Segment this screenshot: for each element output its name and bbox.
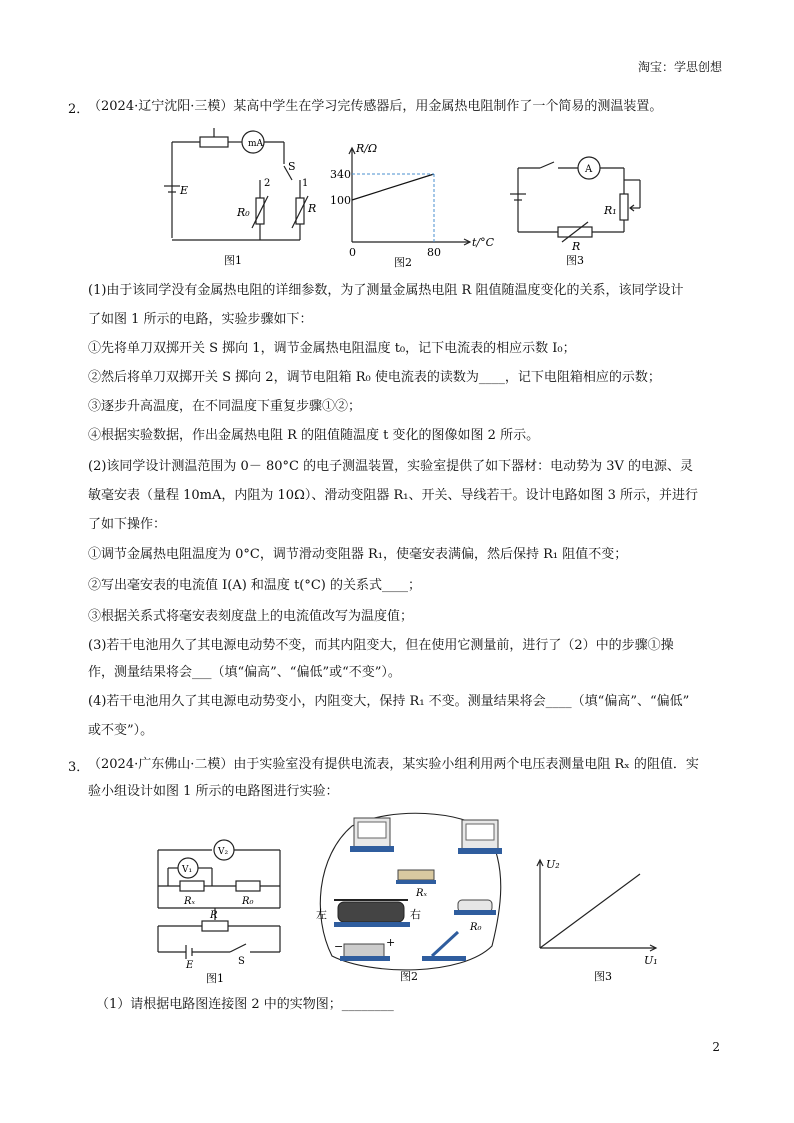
ammeter-label: A bbox=[585, 164, 593, 175]
q2-line-9: 了如下操作： bbox=[88, 517, 167, 532]
plus-label: + bbox=[386, 936, 396, 949]
fig2-caption: 图2 bbox=[394, 256, 412, 269]
r-label-q3: R bbox=[210, 910, 218, 921]
battery bbox=[340, 944, 390, 961]
left-label: 左 bbox=[316, 908, 327, 921]
fig1-caption: 图1 bbox=[224, 254, 242, 267]
r-label: R bbox=[308, 202, 317, 215]
fig3-r-label: R bbox=[572, 240, 581, 253]
mA-label: mA bbox=[248, 139, 264, 149]
q2-figure3 bbox=[508, 150, 658, 270]
q3-figure3 bbox=[532, 850, 672, 986]
q3-number: 3． bbox=[68, 760, 90, 775]
rheostat bbox=[334, 900, 410, 927]
r1-label: R₁ bbox=[604, 204, 617, 217]
resistor-r0 bbox=[454, 900, 496, 915]
e-label: E bbox=[186, 960, 194, 971]
q3-line-1: （2024·广东佛山·二模）由于实验室没有提供电流表，某实验小组利用两个电压表测量电阻 Rₓ 的阻值．实 bbox=[88, 757, 699, 772]
switch-label: S bbox=[288, 160, 296, 173]
q2-line-4: ②然后将单刀双掷开关 S 掷向 2，调节电阻箱 R₀ 使电流表的读数为____，记下电阻箱相应的示数； bbox=[88, 370, 661, 385]
q2-line-11: ②写出毫安表的电流值 I(A) 和温度 t(°C) 的关系式____； bbox=[88, 578, 422, 593]
q2-line-3: ①先将单刀双掷开关 S 掷向 1，调节金属热电阻温度 t₀，记下电流表的相应示数 I₀； bbox=[88, 341, 576, 356]
q2-line-14: 作，测量结果将会___（填“偏高”、“偏低”或“不变”）。 bbox=[88, 665, 401, 680]
tick-340: 340 bbox=[330, 168, 351, 181]
s-label: S bbox=[238, 956, 245, 967]
q2-line-7: (2)该同学设计测温范围为 0－ 80°C 的电子测温装置，实验室提供了如下器材：电动势为 3V 的电源、灵 bbox=[88, 459, 693, 474]
fig2-yaxis-label: R/Ω bbox=[356, 142, 378, 155]
q2-line-8: 敏毫安表（量程 10mA，内阻为 10Ω）、滑动变阻器 R₁、开关、导线若干。设计电路如图 3 所示，并进行 bbox=[88, 488, 699, 503]
v1-label: V₁ bbox=[182, 865, 193, 875]
switch bbox=[422, 932, 466, 961]
q2-line-15: (4)若干电池用久了其电源电动势变小，内阻变大，保持 R₁ 不变。测量结果将会____（填“偏高”、“偏低” bbox=[88, 694, 690, 709]
page-number: 2 bbox=[712, 1040, 720, 1054]
rx-label: Rₓ bbox=[184, 896, 196, 907]
q2-line-16: 或不变”）。 bbox=[88, 723, 154, 738]
q3-fig2-caption: 图2 bbox=[400, 970, 418, 983]
q2-line-1: (1)由于该同学没有金属热电阻的详细参数，为了测量金属热电阻 R 阻值随温度变化的关系，该同学设计 bbox=[88, 283, 684, 298]
q2-line-13: (3)若干电池用久了其电源电动势不变，而其内阻变大，但在使用它测量前，进行了（2）中的步骤①操 bbox=[88, 638, 674, 653]
tick-80: 80 bbox=[427, 246, 441, 259]
q2-stem: （2024·辽宁沈阳·三模）某高中学生在学习完传感器后，用金属热电阻制作了一个简易的测温装置。 bbox=[88, 99, 663, 114]
q2-line-12: ③根据关系式将毫安表刻度盘上的电流值改写为温度值； bbox=[88, 609, 414, 624]
u1-label: U₁ bbox=[644, 954, 658, 967]
tick-100: 100 bbox=[330, 194, 351, 207]
q2-figure2 bbox=[330, 140, 500, 270]
fig2-xaxis-label: t/°C bbox=[472, 236, 495, 249]
voltmeter-v1 bbox=[350, 818, 394, 852]
header-brand: 淘宝：学思创想 bbox=[637, 60, 722, 74]
q3-fig1-caption: 图1 bbox=[206, 972, 224, 985]
q2-figure1 bbox=[160, 128, 320, 268]
emf-label: E bbox=[180, 184, 189, 197]
q3-figure2 bbox=[312, 806, 512, 986]
q2-line-6: ④根据实验数据，作出金属热电阻 R 的阻值随温度 t 变化的图像如图 2 所示。 bbox=[88, 428, 540, 443]
u2-label: U₂ bbox=[546, 858, 560, 871]
q2-line-5: ③逐步升高温度，在不同温度下重复步骤①②； bbox=[88, 399, 362, 414]
r0-label-q3: R₀ bbox=[242, 896, 254, 907]
q2-line-10: ①调节金属热电阻温度为 0°C，调节滑动变阻器 R₁，使毫安表满偏，然后保持 R₁ 阻值不变； bbox=[88, 547, 628, 562]
minus-label: − bbox=[334, 940, 344, 953]
resistor-rx bbox=[396, 870, 436, 884]
fig3-caption: 图3 bbox=[566, 254, 584, 267]
q3-line-2: 验小组设计如图 1 所示的电路图进行实验： bbox=[88, 784, 339, 799]
pos2-label: 2 bbox=[264, 178, 271, 189]
q3-fig3-caption: 图3 bbox=[594, 970, 612, 983]
q3-sub1: （1）请根据电路图连接图 2 中的实物图；________ bbox=[96, 997, 394, 1012]
tick-0: 0 bbox=[349, 246, 356, 259]
pos1-label: 1 bbox=[302, 178, 309, 189]
right-label: 右 bbox=[410, 908, 421, 921]
q2-number: 2． bbox=[68, 102, 90, 117]
v2-label: V₂ bbox=[218, 847, 229, 857]
q2-line-2: 了如图 1 所示的电路，实验步骤如下： bbox=[88, 312, 313, 327]
q3-figure1 bbox=[150, 836, 290, 986]
r0-label: R₀ bbox=[237, 206, 250, 219]
voltmeter-v2 bbox=[458, 820, 502, 854]
fig2-rx-label: Rₓ bbox=[416, 888, 428, 899]
fig2-r0-label: R₀ bbox=[470, 922, 482, 933]
